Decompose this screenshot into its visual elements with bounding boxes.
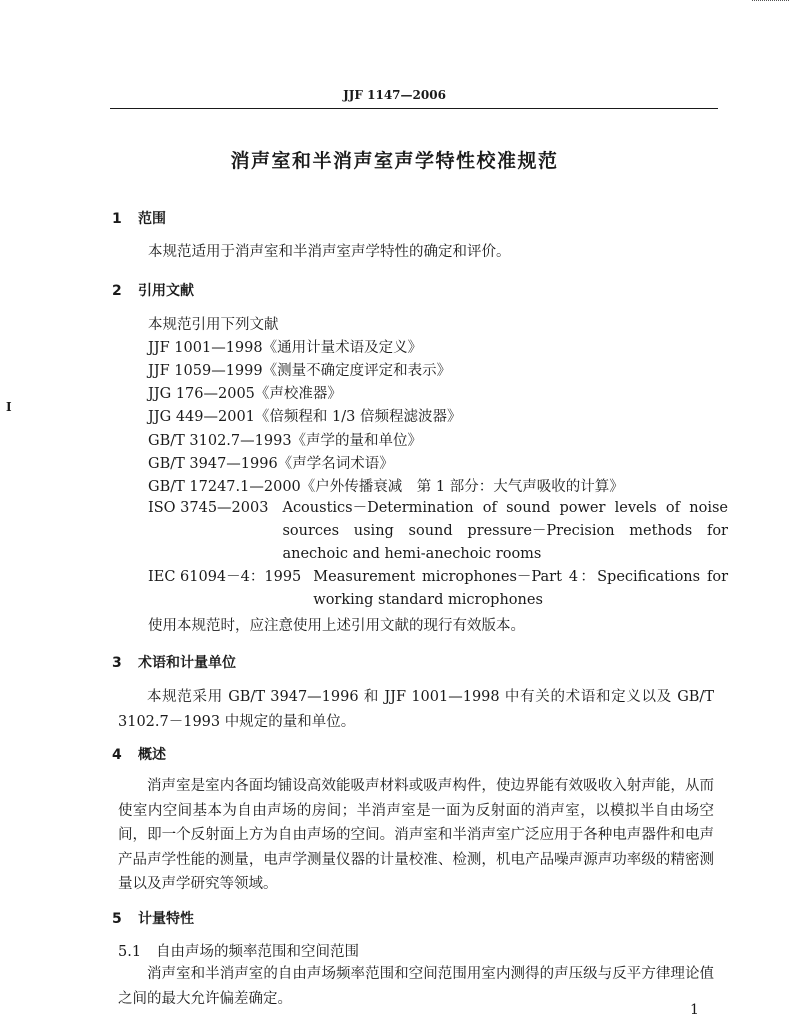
section-title: 引用文献 bbox=[138, 283, 194, 299]
section-5-heading bbox=[112, 908, 194, 928]
reference-description: Measurement microphones－Part 4：Specifications for working standard microphones bbox=[313, 569, 728, 608]
reference-item: GB/T 3947—1996《声学名词术语》 bbox=[148, 456, 394, 472]
scan-artifact bbox=[752, 0, 789, 7]
section-4-body: 消声室是室内各面均铺设高效能吸声材料或吸声构件，使边界能有效吸收入射声能，从而使室内空间基本为自由声场的房间；半消声室是一面为反射面的消声室，以模拟半自由场空间，即一个反射面上方为自由声场的空间。消声室和半消声室广泛应用于各种电声器件和电声产品声学性能的测量，电声学测量仪器的计量校准、检测，机电产品噪声源声功率级的精密测量以及声学研究等领域。 bbox=[118, 778, 714, 892]
subsection-5-1-heading bbox=[118, 940, 359, 961]
reference-item-iec bbox=[148, 566, 728, 612]
section-title: 概述 bbox=[138, 747, 166, 763]
references-intro: 本规范引用下列文献 bbox=[148, 317, 279, 333]
header-rule bbox=[110, 108, 718, 109]
section-title: 术语和计量单位 bbox=[138, 655, 236, 671]
section-1-heading bbox=[112, 208, 166, 228]
section-1-body: 本规范适用于消声室和半消声室声学特性的确定和评价。 bbox=[148, 244, 511, 260]
subsection-title: 自由声场的频率范围和空间范围 bbox=[156, 944, 359, 960]
reference-item: GB/T 17247.1—2000《户外传播衰减 第 1 部分：大气声吸收的计算》 bbox=[148, 479, 624, 495]
section-4-heading bbox=[112, 744, 166, 764]
margin-mark: I bbox=[6, 400, 12, 414]
section-title: 计量特性 bbox=[138, 911, 194, 927]
reference-code: ISO 3745—2003 bbox=[148, 500, 269, 516]
running-header: JJF 1147—2006 bbox=[343, 88, 446, 102]
section-number: 1 bbox=[112, 211, 122, 227]
reference-code: IEC 61094－4：1995 bbox=[148, 569, 302, 585]
section-number: 3 bbox=[112, 655, 122, 671]
document-title: 消声室和半消声室声学特性校准规范 bbox=[230, 150, 559, 172]
page-number: 1 bbox=[690, 1002, 699, 1018]
reference-item: GB/T 3102.7—1993《声学的量和单位》 bbox=[148, 433, 423, 449]
section-number: 5 bbox=[112, 911, 122, 927]
reference-item-iso bbox=[148, 497, 728, 566]
section-title: 范围 bbox=[138, 211, 166, 227]
reference-item: JJG 176—2005《声校准器》 bbox=[148, 386, 342, 402]
reference-item: JJF 1059—1999《测量不确定度评定和表示》 bbox=[148, 363, 452, 379]
section-number: 2 bbox=[112, 283, 122, 299]
section-3-heading bbox=[112, 652, 236, 672]
section-number: 4 bbox=[112, 747, 122, 763]
reference-item: JJG 449—2001《倍频程和 1/3 倍频程滤波器》 bbox=[148, 409, 462, 425]
references-note: 使用本规范时，应注意使用上述引用文献的现行有效版本。 bbox=[148, 618, 525, 634]
reference-item: JJF 1001—1998《通用计量术语及定义》 bbox=[148, 340, 423, 356]
section-2-heading bbox=[112, 280, 194, 300]
section-3-body: 本规范采用 GB/T 3947—1996 和 JJF 1001—1998 中有关的术语和定义以及 GB/T 3102.7－1993 中规定的量和单位。 bbox=[118, 689, 714, 730]
subsection-5-1-body: 消声室和半消声室的自由声场频率范围和空间范围用室内测得的声压级与反平方律理论值之间的最大允许偏差确定。 bbox=[118, 966, 714, 1007]
subsection-number: 5.1 bbox=[118, 944, 142, 960]
reference-description: Acoustics－Determination of sound power levels of noise sources using sound pressure－Precision methods for anechoic and hemi-anechoic rooms bbox=[282, 500, 728, 562]
